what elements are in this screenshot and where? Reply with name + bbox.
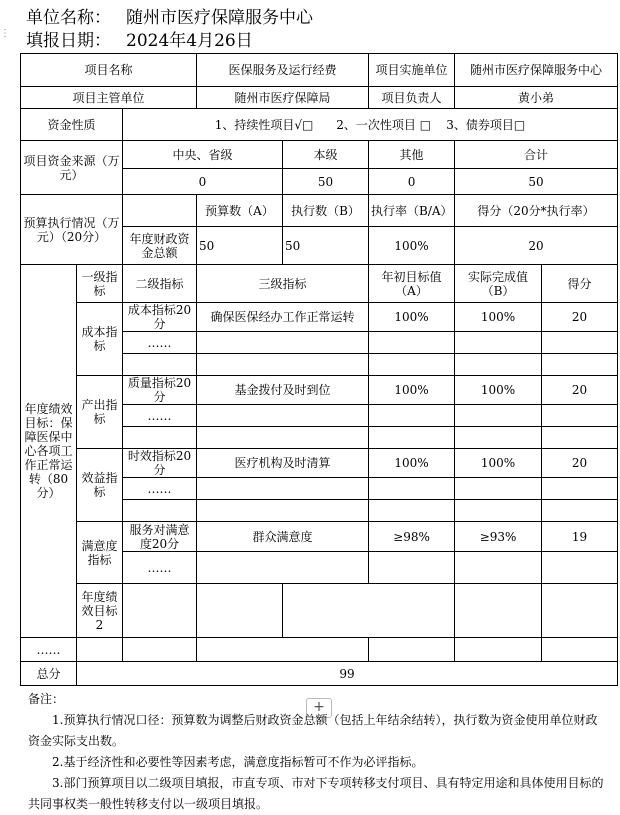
rate-val: 100%: [369, 227, 455, 265]
note-2: 2.基于经济性和必要性等因素考虑，满意度指标暂可不作为必评指标。: [52, 755, 424, 769]
rate-col: 执行率（B/A）: [369, 195, 455, 227]
note-1: 1.预算执行情况口径：预算数为调整后财政资金总额（包括上年结余结转），执行数为资金使用单位财政资金实际支出数。: [28, 713, 598, 748]
satis-score: 19: [542, 522, 618, 552]
note-3: 3.部门预算项目以二级项目填报，市直专项、市对下专项转移支付项目、具有特定用途和具体使用目标的共同事权类一般性转移支付以一级项目填报。: [28, 776, 604, 811]
effect-target: 100%: [369, 449, 455, 478]
exec-col: 执行数（B）: [283, 195, 369, 227]
total-label: 总分: [21, 662, 77, 686]
col-total: 合计: [455, 141, 618, 169]
impl-unit-label: 项目实施单位: [369, 54, 455, 87]
budget-label: 预算执行情况（万元）（20分）: [21, 195, 123, 265]
cost-target: 100%: [369, 303, 455, 332]
budget-val: 50: [197, 227, 283, 265]
effect-ellipsis: ……: [123, 478, 197, 500]
cost-sub: 成本指标20分: [123, 303, 197, 332]
output-target: 100%: [369, 376, 455, 405]
output-ellipsis: ……: [123, 405, 197, 427]
output-actual: 100%: [455, 376, 542, 405]
supervisor-label: 项目主管单位: [21, 87, 197, 109]
source-label: 项目资金来源（万元）: [21, 141, 123, 195]
budget-blank: [123, 195, 197, 227]
unit-value: 随州市医疗保障服务中心: [126, 8, 313, 28]
effect-sub: 时效指标20分: [123, 449, 197, 478]
output-sub: 质量指标20分: [123, 376, 197, 405]
actual-header: 实际完成值（B）: [455, 265, 542, 303]
total-value: 99: [77, 662, 618, 686]
val-total: 50: [455, 169, 618, 195]
satis-ellipsis: ……: [123, 552, 197, 584]
output-item: 基金拨付及时到位: [197, 376, 369, 405]
lv3-header: 三级指标: [197, 265, 369, 303]
lv1-header: 一级指标: [77, 265, 123, 303]
goal2-label: 年度绩效目标2: [77, 584, 123, 638]
score-header: 得分: [542, 265, 618, 303]
date-value: 2024年4月26日: [126, 31, 253, 51]
target-header: 年初目标值（A）: [369, 265, 455, 303]
cost-score: 20: [542, 303, 618, 332]
unit-line: [26, 7, 313, 29]
fund-nature-label: 资金性质: [21, 109, 123, 141]
fund-nature: 1、持续性项目√□ 2、一次性项目 □ 3、债券项目□: [123, 109, 618, 141]
leader-label: 项目负责人: [369, 87, 455, 109]
budget-col: 预算数（A）: [197, 195, 283, 227]
effect-score: 20: [542, 449, 618, 478]
output-score: 20: [542, 376, 618, 405]
exec-val: 50: [283, 227, 369, 265]
goal2-ellipsis: ……: [21, 638, 77, 662]
project-name-label: 项目名称: [21, 54, 197, 87]
val-central: 0: [123, 169, 283, 195]
supervisor: 随州市医疗保障局: [197, 87, 369, 109]
cost-label: 成本指标: [77, 303, 123, 376]
date-line: [26, 30, 253, 52]
goal1-label: 年度绩效目标：保障医保中心各项工作正常运转（80分）: [21, 265, 77, 638]
effect-label: 效益指标: [77, 449, 123, 522]
cost-item: 确保医保经办工作正常运转: [197, 303, 369, 332]
cost-actual: 100%: [455, 303, 542, 332]
col-other: 其他: [369, 141, 455, 169]
satis-sub: 服务对满意度20分: [123, 522, 197, 552]
notes-section: [28, 689, 608, 815]
project-name: 医保服务及运行经费: [197, 54, 369, 87]
drag-handle-icon[interactable]: ⋮: [0, 28, 10, 39]
date-label: 填报日期：: [26, 31, 111, 51]
effect-actual: 100%: [455, 449, 542, 478]
impl-unit: 随州市医疗保障服务中心: [455, 54, 618, 87]
col-central: 中央、省级: [123, 141, 283, 169]
lv2-header: 二级指标: [123, 265, 197, 303]
col-local: 本级: [283, 141, 369, 169]
score-val: 20: [455, 227, 618, 265]
notes-title: 备注：: [28, 692, 65, 706]
val-local: 50: [283, 169, 369, 195]
leader: 黄小弟: [455, 87, 618, 109]
score-col: 得分（20分*执行率）: [455, 195, 618, 227]
unit-label: 单位名称：: [26, 8, 111, 28]
plus-icon[interactable]: +: [306, 698, 332, 718]
effect-item: 医疗机构及时清算: [197, 449, 369, 478]
satis-target: ≥98%: [369, 522, 455, 552]
performance-table: [20, 53, 618, 686]
satis-item: 群众满意度: [197, 522, 369, 552]
satis-actual: ≥93%: [455, 522, 542, 552]
cost-ellipsis: ……: [123, 332, 197, 354]
val-other: 0: [369, 169, 455, 195]
satis-label: 满意度指标: [77, 522, 123, 584]
output-label: 产出指标: [77, 376, 123, 449]
annual-fund-label: 年度财政资金总额: [123, 227, 197, 265]
